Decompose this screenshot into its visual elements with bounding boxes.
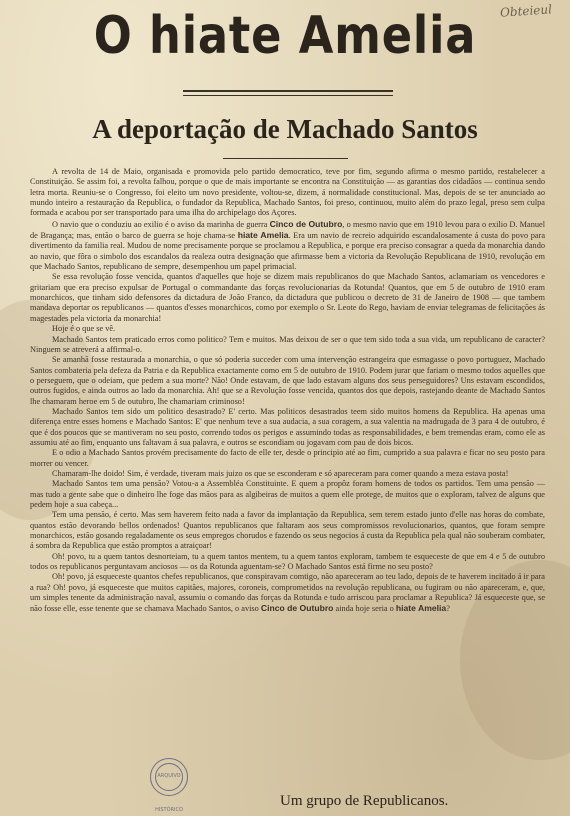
- subtitle-rule: [223, 158, 348, 159]
- headline-rule-thin: [183, 95, 393, 96]
- article-paragraph: A revolta de 14 de Maio, organisada e promovida pelo partido democratico, teve por fim, segundo afirma o mesmo partido, restabelecer a Constituição. Se assim foi, a revolta falhou, porque o que de mais importante se encontra na Constituição — as garantias dos cidadãos — continua sendo letra morta. Reuniu-se o Congresso, foi eleito um novo presidente, voltou-se, dizem, á normalidade constitucional. Mas, depois de se ter anunciado ao mundo inteiro a restauração da Republica, o fundador da Republica, Machado Santos, foi preso, continuou, muito além do prazo legal, preso sem culpa formada e acabou por ser transportado para uma ilha do archipelago dos Açores.: [30, 167, 545, 218]
- archive-stamp: [150, 758, 188, 813]
- headline-rule: [183, 90, 393, 92]
- article-paragraph: Se essa revolução fosse vencida, quantos d'aquelles que hoje se dizem mais republicanos do que Machado Santos, aclamariam os vencedores e gritariam que era preciso expulsar de Portugal o commandante das forças revolucionarias da Rotunda! Quantos, que em 5 de outubro de 1910 eram monarchicos, que tinham sido defensores da dictadura de João Franco, da dictadura que publicou o decreto de 31 de Janeiro de 1908 — que tambem mandava deportar os republicanos — quantos d'esses monarchicos, como por exemplo o Sr. Leote do Rego, haviam de enviar telegramas de felicitações ás magestades pela victoria da monarchia!: [30, 272, 545, 323]
- subtitle: A deportação de Machado Santos: [92, 114, 478, 144]
- article-paragraph: Chamaram-lhe doido! Sim, é verdade, tiveram mais juizo os que se esconderam e só apareceram para comer quando a meza estava posta!: [52, 468, 509, 478]
- handwritten-note: Obteieul: [499, 2, 553, 20]
- headline: O hiate Amelia: [93, 6, 477, 66]
- sign-off: Um grupo de Republicanos.: [280, 793, 449, 809]
- article-paragraph: Machado Santos tem uma pensão? Votou-a a Assembléa Constituinte. E quem a propôz foram homens de todos os partidos. Tem uma pensão — mas tudo a gente sabe que o dinheiro lhe foge das mãos para as algibeiras de muitos a quem elle protege, de muitos que o exploram, talvez de alguns que pedem hoje a sua cabeça...: [30, 479, 545, 509]
- article-paragraph: E o odio a Machado Santos provém precisamente do facto de elle ter, desde o principio até ao fim, cumprido a sua palavra e ficar no seu posto para morrer ou vencer.: [30, 448, 545, 468]
- article-paragraph: Oh! povo, já esqueceste quantos chefes republicanos, que conspiravam comtigo, não apareceram ao teu lado, depois de te haverem incitado á ir para a rua? Oh! povo, já esqueceste que muitos capitães, majores, coroneis, comprometidos na revolução republicana, ou fugiram ou não apareceram, e, que, um simples tenente da administração naval, assumiu o comando das forças da Rotunda e tudo arriscou para proclamar a Republica? Já esqueceste que, se não fosse elle, esse tenente que se chamava Machado Santos, o aviso Cinco de Outubro ainda hoje seria o hiate Amelia?: [30, 572, 545, 614]
- archive-stamp-text: ARQUIVO HISTÓRICO: [155, 773, 183, 813]
- article-paragraph: Oh! povo, tu a quem tantos desnorteiam, tu a quem tantos mentem, tu a quem tantos exploram, tambem te esqueceste de que em 4 e 5 de outubro todos os republicanos perguntavam anciosos — os da Rotunda aguentam-se? O Machado Santos está firme no seu posto?: [30, 551, 545, 572]
- article-paragraph: Tem uma pensão, é certo. Mas sem haverem feito nada a favor da implantação da Republica, sem terem estado junto d'elle nas horas do combate, quantos estão devorando bellos ordenados! Quantos republicanos que faltaram aos seus compromissos revolucionarios, quantos, que foram sempre monarchicos, estão gosando regaladamente os seus empregos chorudos e fazendo os seus negocios á custa da Republica pela qual não souberam combater, á sombra da Republica que estão promptos a atraiçoar!: [30, 510, 545, 551]
- article-paragraph: O navio que o conduziu ao exilio é o aviso da marinha de guerra Cinco de Outubro, o mesmo navio que em 1910 levou para o exilio D. Manuel de Bragança; mas, então o barco de guerra se hoje chama-se hiate Amelia. Era um navio de recreio adquirido escandalosamente á custa do povo para divertimento da familia real. Mudou de nome precisamente porque se proclamou a Republica, e porque era preciso consagrar a queda da monarchia dando ao navio, que fôra o simbolo dos escandalos da realeza outra designação que afirmasse bem a victoria da Revolução Republicana de 1910, revolução em que Machado Santos, republicano de sempre, desempenhou um papel primacial.: [30, 218, 545, 272]
- article-paragraph: Hoje é o que se vê.: [52, 324, 116, 334]
- article-paragraph: Machado Santos tem praticado erros como politico? Tem e muitos. Mas deixou de ser o que tem sido toda a sua vida, um republicano de caracter? Ninguem se atreverá a affirmal-o.: [30, 334, 545, 354]
- article-body: [30, 167, 545, 615]
- article-paragraph: Machado Santos tem sido um politico desastrado? E' certo. Mas politicos desastrados teem sido muitos homens da Republica. Ha apenas uma diferença entre esses homens e Machado Santos: E' que nenhum teve a sua audacia, a sua coragem, a sua valentia na madrugada de 3 para 4 de outubro, é que é dos poucos que se mantiveram no seu posto, correndo todos os perigos e assumindo todas as responsabilidades, e bem tremendas eram, como ele as assumiu até ao fim, enquanto uns faltavam á sua palavra, e outros se escondiam ou jogavam com pau de dois bicos.: [30, 406, 545, 447]
- article-paragraph: Se amanhã fosse restaurada a monarchia, o que só poderia succeder com uma intervenção estrangeira que esmagasse o povo portuguez, Machado Santos combateria pela defeza da Patria e da Republica exactamente como em 5 de outubro de 1910. Podem jurar que fariam o mesmo todos aquelles que o perseguem, que o odeiam, que pedem a sua morte? Não! Onde estavam, de que lado estavam alguns dos seus perseguidores? Uns estavam escondidos, outros fugidos, e ainda outros ao lado da monarchia. Ah! que se a Revolução fosse vencida, quantos dos que depois, rastejando deante de Machado Santos lhe chamaram heroe em 5 de outubro, lhe chamariam criminoso!: [30, 355, 545, 406]
